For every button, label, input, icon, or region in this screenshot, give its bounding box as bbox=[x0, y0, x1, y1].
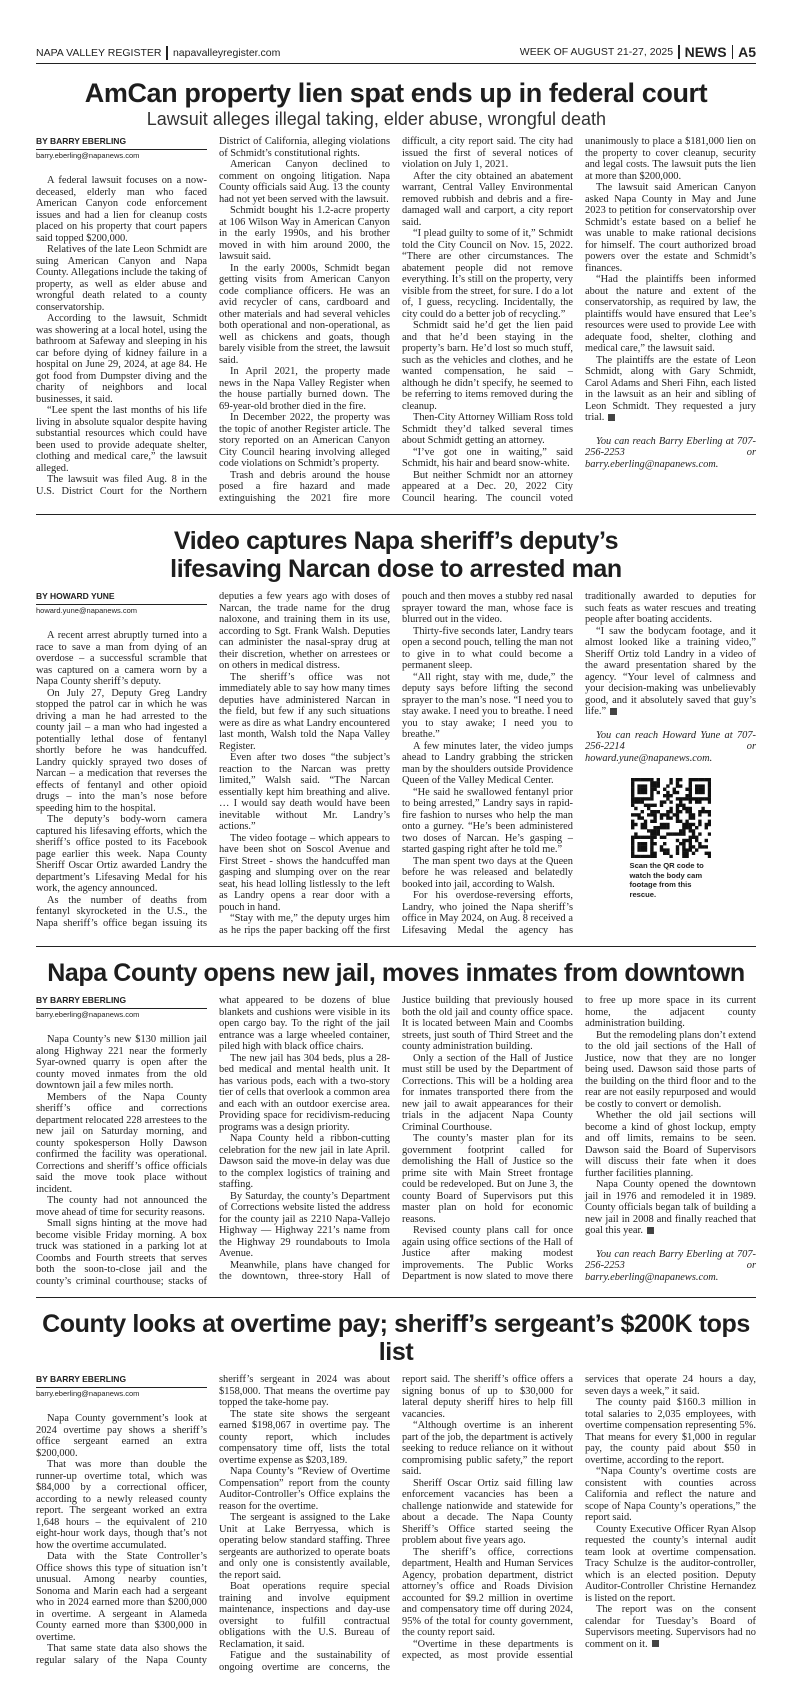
article-body bbox=[36, 1374, 756, 1673]
section-divider bbox=[36, 1297, 756, 1298]
paragraph bbox=[219, 1053, 390, 1134]
end-mark-icon bbox=[647, 1227, 654, 1234]
paragraph-text: The lawsuit was filed Aug. 8 in the U.S. District Court for the Northern District of California, alleging violations of Schmidt’s constitutional rights. bbox=[36, 136, 390, 497]
paragraph-text: “Although overtime is an inherent part of the job, the department is actively seeking to reduce reliance on it without compromising public safety,” the report said. bbox=[402, 1420, 573, 1477]
paragraph bbox=[402, 787, 573, 856]
paragraph bbox=[402, 1547, 573, 1639]
paragraph-text: Napa County held a ribbon-cutting celebration for the new jail in late April. Dawson said the move-in delay was due to the complex logistics of training and staffing. bbox=[219, 1133, 390, 1190]
paragraph-text: The plaintiffs are the estate of Leon Schmidt, along with Gary Schmidt, Carol Adams and Sheri Fihn, each listed in the lawsuit as an heir and sibling of Leon Schmidt. They requested a jury trial. bbox=[585, 354, 756, 423]
paragraph bbox=[402, 447, 573, 470]
headline: County looks at overtime pay; sheriff’s sergeant’s $200K tops list bbox=[42, 1310, 750, 1366]
paragraph bbox=[585, 1030, 756, 1111]
paragraph-text: The lawsuit said American Canyon asked Napa County in May and June 2023 to petition for conservatorship over Schmidt’s estate based on a belief he was unable to make rational decisions for himself. The court authorized broad powers over the estate and Schmidt’s finances. bbox=[585, 182, 756, 274]
paragraph bbox=[36, 175, 207, 244]
paragraph-text: The county’s master plan for its government footprint called for demolishing the Hall of Justice so the prime site with Main Street frontage could be redeveloped. But on June 3, the county Board of Supervisors put this master plan on hold for economic reasons. bbox=[402, 1133, 573, 1225]
paragraph bbox=[36, 688, 207, 815]
qr-code-block bbox=[585, 778, 756, 899]
paragraph-text: As the number of deaths from fentanyl skyrocketed in the U.S., the Napa sheriff’s office began issuing its deputies a few years ago with doses of Narcan, the trade name for the drug naloxone, and training them in its use, according to Sgt. Frank Walsh. Deputies can administer the nasal-spray drug at their discretion, whether on arrestees or on others in medical distress. bbox=[36, 591, 390, 929]
paragraph bbox=[36, 313, 207, 405]
paragraph bbox=[219, 366, 390, 412]
end-mark-icon bbox=[608, 414, 615, 421]
paragraph-text: Data with the State Controller’s Office shows this type of situation isn’t unusual. Among nearby counties, Sonoma and Marin each had a sergeant who in 2024 earned more than $200,000 in overtime. A sergeant in Alameda County earned more than $300,000 in overtime. bbox=[36, 1551, 207, 1643]
paragraph-text: But the remodeling plans don’t extend to the old jail sections of the Hall of Justice, now that they are no longer being used. Dawson said those parts of the building on the third floor and to the rear are not easily repurposed and would be costly to convert or demolish. bbox=[585, 1029, 756, 1110]
divider bbox=[166, 46, 168, 60]
paragraph bbox=[36, 630, 207, 688]
paragraph-text: The man spent two days at the Queen before he was released and belatedly booked into jail, according to Walsh. bbox=[402, 855, 573, 890]
paragraph-text: A few minutes later, the video jumps ahead to Landry grabbing the stricken man by the shoulders outside Providence Queen of the Valley Medical Center. bbox=[402, 740, 573, 786]
paragraph-text: Schmidt said he’d get the lien paid and that he’d been staying in the property’s barn. He’d lost so much stuff, such as the vehicles and clothes, and he wanted compensation, he said – although he didn’t specify, he seemed to be referring to items removed during the cleanup. bbox=[402, 320, 573, 412]
author-email[interactable]: barry.eberling@napanews.com bbox=[36, 150, 140, 160]
paragraph-text: Whether the old jail sections will become a kind of ghost lockup, empty and off limits, remains to be seen. Dawson said the Board of Supervisors will discuss their fate when it does further facilities planning. bbox=[585, 1110, 756, 1179]
paragraph-text: Meanwhile, plans have changed for the downtown, three-story Hall of Justice building that previously housed both the old jail and county office space. It is located between Main and Coombs streets, just south of Third Street and the county administration building. bbox=[219, 995, 573, 1282]
paragraph bbox=[36, 1413, 207, 1459]
paragraph-text: A recent arrest abruptly turned into a race to save a man from dying of an overdose – a successful scramble that was captured on a camera worn by a Napa County sheriff’s deputy. bbox=[36, 630, 207, 687]
paragraph-text: Revised county plans call for once again using office sections of the Hall of Justice after making modest improvements. The Public Works Department is now slated to move there to free up more space in its current home, the adjacent county administration building. bbox=[402, 995, 756, 1282]
paragraph-text: In December 2022, the property was the topic of another Register article. The story reported on an American Canyon City Council hearing involving alleged code violations on Schmidt’s property. bbox=[219, 412, 390, 469]
byline: BY BARRY EBERLING bbox=[36, 995, 207, 1009]
paper-name: NAPA VALLEY REGISTER bbox=[36, 47, 162, 59]
paragraph bbox=[219, 1581, 390, 1650]
paragraph bbox=[585, 182, 756, 274]
paragraph-text: County Executive Officer Ryan Alsop requested the county’s internal audit team look at overtime compensation. Tracy Schulze is the auditor-controller, which is an elected position. Deputy Auditor-Controller Christine Hernandez is listed on the report. bbox=[585, 1523, 756, 1604]
section-name: NEWS bbox=[684, 44, 727, 60]
paragraph bbox=[36, 814, 207, 895]
article-overtime-pay bbox=[36, 1310, 756, 1673]
paragraph-text: “Napa County’s overtime costs are consistent with counties across California and reflect the nature and scope of Napa County’s operations,” the report said. bbox=[585, 1466, 756, 1523]
paragraph bbox=[36, 1195, 207, 1218]
paragraph bbox=[585, 355, 756, 424]
paragraph-text: In the early 2000s, Schmidt began getting visits from American Canyon code compliance officers. He was an avid recycler of cans, cardboard and other materials and had several vehicles both operational and non-operational, as well as chickens and goats, though barely visible from the street, the lawsuit said. bbox=[219, 262, 390, 366]
paragraph-text: The new jail has 304 beds, plus a 28-bed medical and mental health unit. It has various pods, each with a two-story tier of cells that overlook a common area and each with an outdoor exercise area. Providing space for recidivism-reducing programs was a design priority. bbox=[219, 1052, 390, 1133]
paragraph-text: That same state data also shows the regular salary of the Napa County sheriff’s sergeant in 2024 was about $158,000. That means the overtime pay topped the take-home pay. bbox=[36, 1374, 390, 1666]
paragraph-text: Then-City Attorney William Ross told Schmidt they’d talked several times about Schmidt getting an attorney. bbox=[402, 412, 573, 446]
paragraph-text: “He said he swallowed fentanyl prior to being arrested,” Landry says in rapid-fire fashion to nurses who help the man onto a gurney. “He’s been administered two doses of Narcan. He’s gasping – started gasping right after he told me.” bbox=[402, 786, 573, 855]
paragraph bbox=[219, 672, 390, 753]
paragraph-text: Boat operations require special training and involve equipment maintenance, inspections and day-use oversight to fulfill contractual obligations with the U.S. Bureau of Reclamation, it said. bbox=[219, 1581, 390, 1650]
contact-text: You can reach Barry Eberling at 707-256-2253 or barry.eberling@napanews.com. bbox=[585, 435, 756, 470]
paragraph bbox=[219, 1466, 390, 1512]
paragraph-text: The county had not announced the move ahead of time for security reasons. bbox=[36, 1195, 207, 1218]
paragraph-text: Relatives of the late Leon Schmidt are suing American Canyon and Napa County. Allegations include the taking of property, as well as elder abuse and wrongful death related to a county conservatorship. bbox=[36, 244, 207, 313]
author-contact bbox=[585, 1249, 756, 1284]
paragraph-text: For his overdose-reversing efforts, Landry, who joined the Napa sheriff’s office in May 2024, on Aug. 8 received a Lifesaving Medal the agency has traditionally awarded to deputies for such feats as water rescues and treating people after boating accidents. bbox=[402, 591, 756, 936]
paragraph-text: Sheriff Oscar Ortiz said filling law enforcement vacancies has been a challenge nationwide and statewide for about a decade. The Napa County Sheriff’s Office started seeing the problem about five years ago. bbox=[402, 1477, 573, 1546]
paragraph-text: Members of the Napa County sheriff’s office and corrections department relocated 228 arrestees to the new jail on Saturday morning, and county spokesperson Holly Dawson confirmed the facility was operational. Corrections and sheriff’s office officials said the move took place without incident. bbox=[36, 1091, 207, 1195]
author-contact bbox=[585, 436, 756, 471]
byline: BY BARRY EBERLING bbox=[36, 136, 207, 150]
paragraph bbox=[36, 1092, 207, 1196]
paragraph bbox=[402, 171, 573, 229]
section-divider bbox=[36, 946, 756, 947]
paragraph bbox=[585, 1397, 756, 1466]
site-link[interactable]: napavalleyregister.com bbox=[172, 47, 281, 59]
paragraph bbox=[36, 405, 207, 474]
paragraph bbox=[402, 741, 573, 787]
paragraph bbox=[402, 1053, 573, 1134]
author-email[interactable]: barry.eberling@napanews.com bbox=[36, 1009, 140, 1019]
paragraph-text: After the city obtained an abatement warrant, Central Valley Environmental removed rubbish and debris and a fire-damaged wall and carport, a city report said. bbox=[402, 170, 573, 228]
article-new-jail bbox=[36, 959, 756, 1287]
paragraph bbox=[219, 159, 390, 205]
article-body bbox=[36, 995, 756, 1287]
paragraph-text: The report was on the consent calendar for Tuesday’s Board of Supervisors meeting. Supervisors had no comment on it. bbox=[585, 1604, 756, 1650]
paragraph-text: That was more than double the runner-up overtime total, which was $84,000 by a correctional officer, according to a newly released county report. The sergeant worked an extra 1,648 hours – the equivalent of 210 eight-hour work days, though that’s not how the overtime accumulated. bbox=[36, 1459, 207, 1551]
paragraph bbox=[219, 205, 390, 263]
paragraph bbox=[402, 626, 573, 672]
paragraph-text: The video footage – which appears to have been shot on Soscol Avenue and First Street - shows the handcuffed man gasping and slumping over on the rear seat, his head lolling listlessly to the left as Landry opens a rear door with a pouch in hand. bbox=[219, 832, 390, 913]
divider bbox=[678, 45, 680, 59]
qr-code[interactable] bbox=[631, 778, 711, 858]
section-divider bbox=[36, 514, 756, 515]
paragraph bbox=[219, 1191, 390, 1260]
paragraph-text: The deputy’s body-worn camera captured his lifesaving efforts, which the sheriff’s office posted to its Facebook page earlier this week. Napa County Sheriff Oscar Ortiz awarded Landry the department’s Lifesaving Medal for his work, the agency announced. bbox=[36, 814, 207, 894]
paragraph bbox=[219, 1512, 390, 1581]
byline: BY BARRY EBERLING bbox=[36, 1374, 207, 1388]
paragraph bbox=[585, 1179, 756, 1237]
contact-text: You can reach Barry Eberling at 707-256-2253 or barry.eberling@napanews.com. bbox=[585, 1248, 756, 1283]
paragraph bbox=[402, 1133, 573, 1225]
paragraph-text: Even after two doses “the subject’s reaction to the Narcan was pretty limited,” Walsh said. “The Narcan essentially kept him breathing and alive. … I would say death would have been inevitable without Mr. Landry’s actions.” bbox=[219, 752, 390, 832]
author-contact bbox=[585, 730, 756, 765]
paragraph bbox=[219, 263, 390, 367]
paragraph bbox=[219, 1133, 390, 1191]
paragraph bbox=[585, 626, 756, 718]
masthead bbox=[36, 44, 756, 64]
issue-week: WEEK OF AUGUST 21-27, 2025 bbox=[519, 46, 674, 58]
article-body bbox=[36, 591, 756, 936]
author-email[interactable]: howard.yune@napanews.com bbox=[36, 605, 138, 615]
divider bbox=[732, 45, 734, 59]
paragraph-text: “Lee spent the last months of his life living in absolute squalor despite having substantial resources which could have been used to provide adequate shelter, clothing and medical care,” the lawsuit alleged. bbox=[36, 405, 207, 474]
paragraph-text: “Stay with me,” the deputy urges him as he rips the paper backing off the first pouch and then moves a stubby red nasal sprayer toward the man, whose face is blurred out in the video. bbox=[219, 591, 573, 936]
paragraph-text: “Had the plaintiffs been informed about the nature and extent of the conservatorship, as required by law, the plaintiffs would have ensured that Lee’s resources were used to provide Lee with adequate food, shelter, clothing and medical care,” the lawsuit said. bbox=[585, 274, 756, 354]
paragraph-text: “Overtime in these departments is expected, as most provide essential services that operate 24 hours a day, seven days a week,” it said. bbox=[402, 1374, 756, 1661]
paragraph bbox=[402, 320, 573, 412]
paragraph bbox=[585, 1604, 756, 1650]
paragraph bbox=[585, 1110, 756, 1179]
article-lien-lawsuit bbox=[36, 78, 756, 504]
headline: Napa County opens new jail, moves inmates from downtown bbox=[47, 959, 745, 987]
article-body bbox=[36, 136, 756, 504]
paragraph bbox=[219, 1409, 390, 1467]
paragraph-text: In April 2021, the property made news in the Napa Valley Register when the house partially burned down. The 69-year-old brother died in the fire. bbox=[219, 366, 390, 412]
paragraph-text: The sergeant is assigned to the Lake Unit at Lake Berryessa, which is operating below standard staffing. Three sergeants are authorized to operate boats and only one is consistently available, the report said. bbox=[219, 1512, 390, 1581]
paragraph-text: The county paid $160.3 million in total salaries to 2,035 employees, with overtime compensation representing 5%. That means for every $1,000 in regular pay, the county paid about $50 in overtime, according to the report. bbox=[585, 1397, 756, 1466]
paragraph bbox=[219, 833, 390, 914]
paragraph-text: The state site shows the sergeant earned $198,067 in overtime pay. The county report, which includes compensatory time off, lists the total overtime expense as $203,189. bbox=[219, 1408, 390, 1466]
paragraph-text: By Saturday, the county’s Department of Corrections website listed the address for the county jail as 2210 Napa-Vallejo Highway — Highway 221’s name from the Highway 29 roundabouts to Imola Avenue. bbox=[219, 1190, 390, 1259]
paragraph bbox=[36, 1551, 207, 1643]
paragraph bbox=[36, 244, 207, 313]
paragraph-text: On July 27, Deputy Greg Landry stopped the patrol car in which he was driving a man he had arrested to the county jail – a man who had ingested a potentially lethal dose of fentanyl shortly before he was handcuffed. Landry quickly sprayed two doses of Narcan – a medication that reverses the effects of fentanyl and other opioid drugs – into the man’s nose before speeding him to the hospital. bbox=[36, 687, 207, 814]
paragraph bbox=[585, 1466, 756, 1524]
paragraph-text: Napa County’s new $130 million jail along Highway 221 near the formerly Syar-owned quarry is open after the county moved inmates from the old downtown jail a few miles north. bbox=[36, 1034, 207, 1091]
paragraph-text: Napa County’s “Review of Overtime Compensation” report from the county Auditor-Controller’s Office explains the reason for the overtime. bbox=[219, 1466, 390, 1512]
paragraph-text: American Canyon declined to comment on ongoing litigation. Napa County officials said Aug. 13 the county had not yet been served with the lawsuit. bbox=[219, 159, 390, 205]
paragraph bbox=[402, 672, 573, 741]
paragraph bbox=[219, 752, 390, 833]
paragraph-text: The sheriff’s office was not immediately able to say how many times deputies have administered Narcan in the field, but few if any such situations were as dire as what Landry encountered last month, Walsh told the Napa Valley Register. bbox=[219, 671, 390, 752]
paragraph-text: Schmidt bought his 1.2-acre property at 106 Wilson Way in American Canyon in the early 1990s, and his brother moved in with him around 2000, the lawsuit said. bbox=[219, 205, 390, 262]
paragraph-text: “All right, stay with me, dude,” the deputy says before lifting the second sprayer to the man’s nose. “I need you to stay awake. I need you to breathe. I need you to stay awake; I need you to breathe.” bbox=[402, 671, 573, 740]
author-email[interactable]: barry.eberling@napanews.com bbox=[36, 1388, 140, 1398]
paragraph bbox=[585, 274, 756, 355]
paragraph-text: Small signs hinting at the move had become visible Friday morning. A box truck was stationed in a parking lot at Coombs and Fourth streets that serves both the soon-to-close jail and the county’s criminal courthouse; stacks of what appeared to be dozens of blue blankets and cushions were visible in its open cargo bay. To the right of the jail entrance was a large wheeled container, piled high with black office chairs. bbox=[36, 995, 390, 1287]
paragraph-text: “I plead guilty to some of it,” Schmidt told the City Council on Nov. 15, 2022. “There are other circumstances. The abatement people did not remove everything. It’s still on the property, very visible from the street, for sure. I do a lot of, I guess, recycling. Incidentally, the city could do a better job of recycling.” bbox=[402, 228, 573, 320]
byline: BY HOWARD YUNE bbox=[36, 591, 207, 605]
end-mark-icon bbox=[652, 1640, 659, 1647]
contact-text: You can reach Howard Yune at 707-256-2214 or howard.yune@napanews.com. bbox=[585, 729, 756, 764]
paragraph bbox=[402, 412, 573, 447]
paragraph-text: “I saw the bodycam footage, and it almost looked like a training video,” Sheriff Ortiz told Landry in a video of the award presentation shared by the agency. “Your level of calmness and your decision-making was unbelievably good, and it absolutely saved that guy’s life.” bbox=[585, 625, 756, 717]
qr-caption: Scan the QR code to watch the body cam footage from this rescue. bbox=[629, 861, 704, 899]
paragraph-text: Napa County government’s look at 2024 overtime pay shows a sheriff’s office sergeant earned an extra $200,000. bbox=[36, 1413, 207, 1459]
end-mark-icon bbox=[610, 708, 617, 715]
subheadline: Lawsuit alleges illegal taking, elder abuse, wrongful death bbox=[146, 109, 606, 129]
paragraph-text: A federal lawsuit focuses on a now-deceased, elderly man who faced American Canyon code enforcement issues and had a lien for cleanup costs placed on his property that court papers said topped $200,000. bbox=[36, 175, 207, 244]
paragraph-text: Napa County opened the downtown jail in 1976 and remodeled it in 1989. County officials began talk of building a new jail in 2008 and finally reached that goal this year. bbox=[585, 1179, 756, 1236]
paragraph-text: But neither Schmidt nor an attorney appeared at a Dec. 20, 2022 City Council hearing. The council voted unanimously to place a $181,000 lien on the property to cover cleanup, security and legal costs. The lawsuit puts the lien at more than $200,000. bbox=[402, 136, 756, 504]
paragraph bbox=[219, 412, 390, 470]
paragraph-text: Thirty-five seconds later, Landry tears open a second pouch, telling the man not to give in to what could become a permanent sleep. bbox=[402, 625, 573, 671]
headline: Video captures Napa sheriff’s deputy’s lifesaving Narcan dose to arrested man bbox=[170, 527, 622, 583]
paragraph bbox=[36, 1034, 207, 1092]
headline: AmCan property lien spat ends up in federal court bbox=[84, 78, 708, 108]
paragraph-text: According to the lawsuit, Schmidt was showering at a local hotel, using the bathroom at Safeway and sleeping in his car before dying of kidney failure in a hospital on June 29, 2024, at age 84. He got food from Dumpster diving and the charity of neighbors and local businesses, it said. bbox=[36, 313, 207, 405]
paragraph bbox=[402, 856, 573, 891]
paragraph bbox=[585, 1524, 756, 1605]
paragraph bbox=[402, 1420, 573, 1478]
paragraph bbox=[402, 228, 573, 320]
paragraph bbox=[402, 1478, 573, 1547]
paragraph bbox=[36, 1459, 207, 1551]
paragraph-text: Only a section of the Hall of Justice must still be used by the Department of Corrections. This will be a holding area for inmates transported there from the new jail to await appearances for their trials in the adjacent Napa County Criminal Courthouse. bbox=[402, 1052, 573, 1133]
paragraph-text: The sheriff’s office, corrections department, Health and Human Services Agency, probation department, district attorney’s office and Roads Division accounted for $9.2 million in overtime and compensatory time off during 2024, 95% of the total for county government, the county report said. bbox=[402, 1546, 573, 1638]
article-narcan-deputy bbox=[36, 527, 756, 936]
paragraph-text: Fatigue and the sustainability of ongoing overtime are concerns, the report said. The sheriff’s office offers a signing bonus of up to $30,000 for lateral deputy sheriff hires to help fill vacancies. bbox=[219, 1374, 573, 1673]
paragraph-text: “I’ve got one in waiting,” said Schmidt, his hair and beard snow-white. bbox=[402, 446, 573, 469]
page-number: A5 bbox=[738, 44, 756, 60]
paragraph-text: Trash and debris around the house posed a fire hazard and made extinguishing the 2021 fire more difficult, a city report said. The city had issued the first of several notices of violation on July 1, 2021. bbox=[219, 136, 573, 504]
